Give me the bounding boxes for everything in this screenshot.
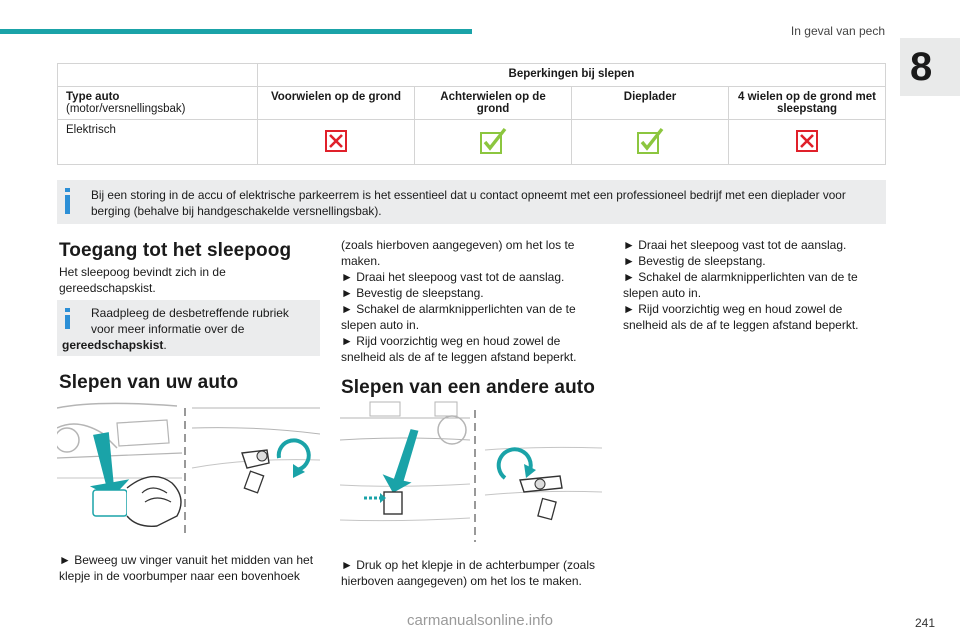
- column-header: Achterwielen op de grond: [415, 87, 572, 120]
- vehicle-type-header: Type auto (motor/versnellingsbak): [58, 87, 258, 120]
- column-header: 4 wielen op de grond met sleepstang: [729, 87, 886, 120]
- paragraph: Het sleepoog bevindt zich in de gereedschapskist.: [59, 265, 226, 295]
- rear-bumper-illustration: [340, 400, 602, 542]
- paragraph: (zoals hierboven aangegeven) om het los te maken.: [341, 238, 575, 268]
- info-icon: [65, 188, 70, 192]
- info-box-battery: [57, 180, 886, 224]
- heading-slepen-uw-auto: Slepen van uw auto: [59, 372, 239, 393]
- info-box-toolkit: Raadpleeg de desbetreffende rubriek voor meer informatie over de gereedschapskist.: [57, 300, 320, 356]
- top-accent-bar: [0, 29, 472, 34]
- row-label: Elektrisch: [58, 120, 258, 165]
- heading-slepen-andere-auto: Slepen van een andere auto: [341, 377, 595, 398]
- step-paragraph: ► Beweeg uw vinger vanuit het midden van het klepje in de voorbumper naar een bovenhoek: [59, 553, 314, 583]
- checkmark-icon: [479, 127, 507, 155]
- watermark: carmanualsonline.info: [407, 612, 553, 629]
- column-header: Dieplader: [572, 87, 729, 120]
- step-paragraph: ► Draai het sleepoog vast tot de aanslag.: [341, 270, 565, 284]
- column-header: Voorwielen op de grond: [258, 87, 415, 120]
- checkmark-icon: [636, 127, 664, 155]
- step-paragraph: ► Draai het sleepoog vast tot de aanslag.: [623, 238, 847, 252]
- chapter-tab: [900, 38, 960, 96]
- step-paragraph: ► Bevestig de sleepstang.: [341, 286, 484, 300]
- heading-toegang: Toegang tot het sleepoog: [59, 240, 292, 261]
- step-paragraph: ► Schakel de alarmknipperlichten van de te slepen auto in.: [341, 302, 576, 332]
- table-row: [58, 120, 886, 165]
- info-text: Bij een storing in de accu of elektrische parkeerrem is het essentieel dat u contact opneemt met een professioneel bedrijf met een dieplader voor berging (behalve bij handgeschakelde versnellingsbak).: [91, 188, 846, 218]
- chapter-number: 8: [910, 45, 933, 89]
- step-paragraph: ► Schakel de alarmknipperlichten van de te slepen auto in.: [623, 270, 858, 300]
- step-paragraph: ► Bevestig de sleepstang.: [623, 254, 766, 268]
- table-span-header: Beperkingen bij slepen: [258, 64, 886, 87]
- cross-icon: [325, 130, 347, 152]
- page-number: 241: [914, 616, 935, 630]
- section-title: In geval van pech: [790, 24, 885, 38]
- step-paragraph: ► Druk op het klepje in de achterbumper (zoals hierboven aangegeven) om het los te maken.: [341, 558, 596, 588]
- cross-icon: [796, 130, 818, 152]
- front-bumper-illustration: [57, 398, 320, 538]
- step-paragraph: ► Rijd voorzichtig weg en houd zowel de snelheid als de af te leggen afstand beperkt.: [623, 302, 859, 332]
- info-icon: [65, 308, 70, 312]
- step-paragraph: ► Rijd voorzichtig weg en houd zowel de snelheid als de af te leggen afstand beperkt.: [341, 334, 577, 364]
- towing-limits-table: [57, 63, 886, 165]
